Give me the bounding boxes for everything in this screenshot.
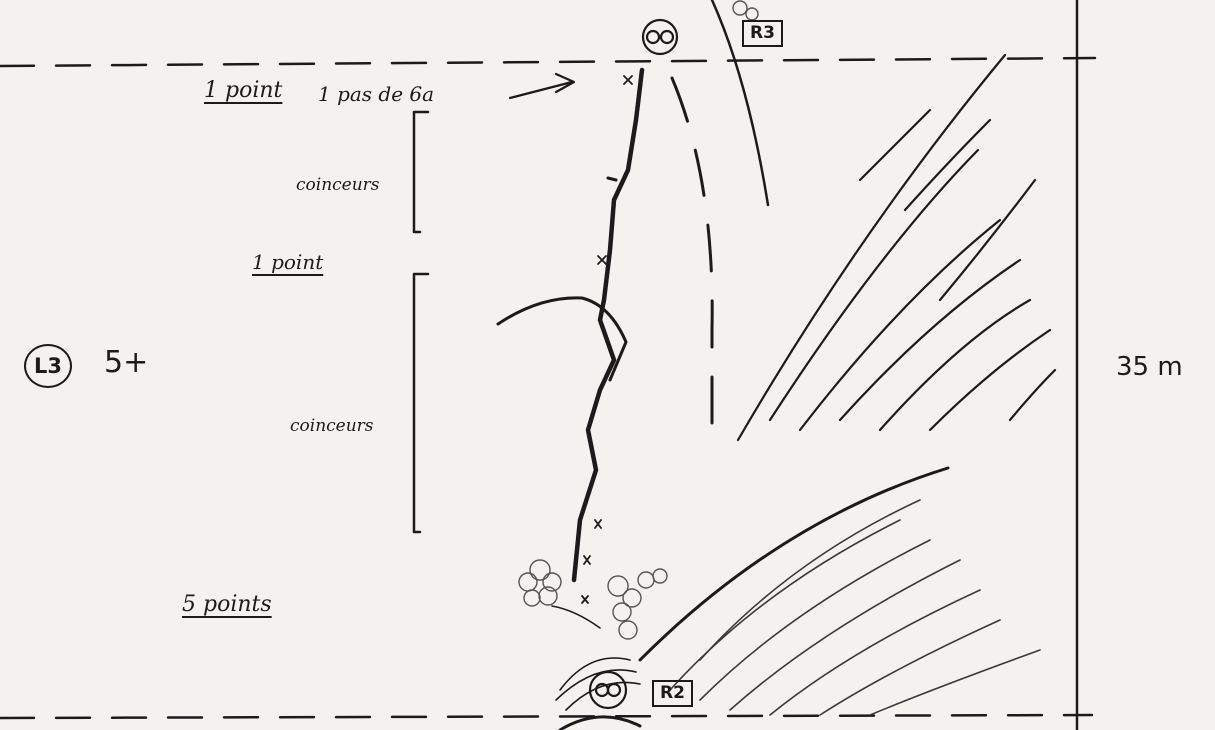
bolt-x — [584, 556, 590, 564]
pitch-grade: 5+ — [104, 345, 149, 380]
upper-slab-hatching — [738, 55, 1055, 440]
bolt-x — [624, 76, 632, 84]
belay-anchor-top — [643, 20, 677, 54]
lower-slab-hatching — [670, 500, 1040, 715]
variant-dashed-line — [672, 78, 712, 430]
belay-label-top: R3 — [742, 20, 783, 47]
lower-slab-edge — [640, 468, 948, 660]
crux-arrow — [510, 74, 574, 98]
lower-cams-bracket — [414, 274, 428, 532]
pitch-height: 35 m — [1116, 352, 1183, 382]
route-line — [574, 70, 642, 580]
annotation-bolts-low: 5 points — [182, 592, 272, 617]
route-below-r2 — [560, 717, 640, 730]
route-line-tail — [608, 178, 616, 180]
bolt-x — [582, 596, 588, 603]
annotation-bolt-mid: 1 point — [252, 250, 324, 274]
bolt-x — [598, 256, 606, 264]
annotation-cams-upper: coinceurs — [296, 175, 380, 195]
annotation-crux-move: 1 pas de 6a — [318, 82, 435, 106]
top-boundary-line — [0, 58, 1095, 66]
pitch-boundary-lines — [0, 58, 1095, 718]
bottom-boundary-line — [0, 715, 1092, 718]
belay-anchor-bottom — [590, 672, 626, 708]
bolt-x — [595, 520, 601, 528]
annotation-cams-lower: coinceurs — [290, 416, 374, 436]
pitch-number-badge: L3 — [24, 344, 72, 388]
upper-cams-bracket — [414, 112, 428, 232]
belay-label-bottom: R2 — [652, 680, 693, 707]
annotation-bolt-top: 1 point — [204, 78, 283, 103]
